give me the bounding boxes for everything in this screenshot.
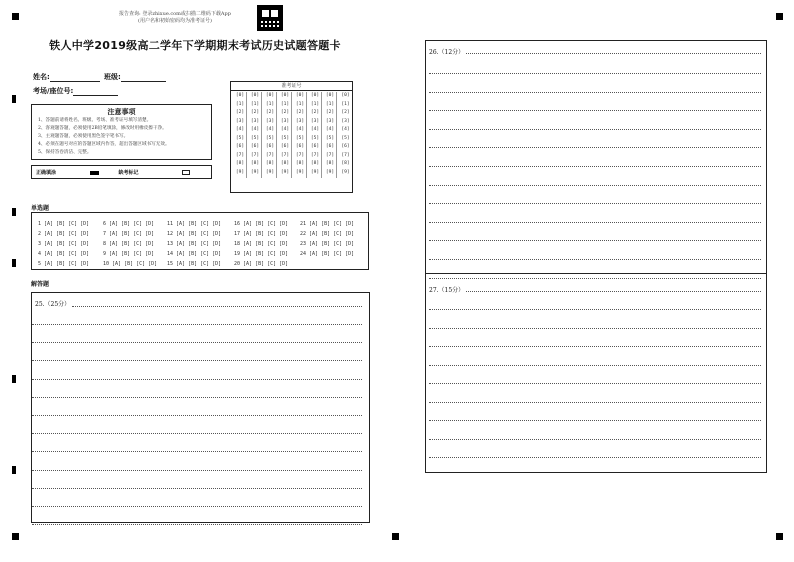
choice-row[interactable]: 23 [A] [B] [C] [D] [300,241,355,247]
answer-line [429,383,761,384]
exam-digit-bubble[interactable]: [7] [235,152,245,158]
answer-line [429,457,761,458]
exam-digit-bubble[interactable]: [9] [250,169,260,175]
side-mark [12,95,16,103]
exam-digit-bubble[interactable]: [5] [310,135,320,141]
exam-digit-bubble[interactable]: [2] [295,110,305,115]
exam-digit-bubble[interactable]: [9] [295,169,305,175]
choice-row[interactable]: 2 [A] [B] [C] [D] [38,231,90,237]
exam-digit-bubble[interactable]: [7] [295,152,305,158]
exam-digit-bubble[interactable]: [6] [295,144,305,149]
exam-digit-bubble[interactable]: [1] [310,101,320,107]
side-mark [12,259,16,267]
name-label: 姓名: [33,73,50,81]
room-seat-label: 考场/座位号: [33,87,74,95]
choice-row[interactable]: 4 [A] [B] [C] [D] [38,251,90,257]
exam-digit-bubble[interactable]: [0] [250,93,260,98]
exam-digit-bubble[interactable]: [0] [325,93,335,98]
exam-digit-bubble[interactable]: [3] [235,118,245,124]
choice-row[interactable]: 14 [A] [B] [C] [D] [167,251,222,257]
exam-digit-bubble[interactable]: [0] [341,93,350,98]
exam-digit-column [234,92,247,178]
choice-row[interactable]: 3 [A] [B] [C] [D] [38,241,90,247]
exam-digit-bubble[interactable]: [1] [325,101,335,107]
choice-row[interactable]: 9 [A] [B] [C] [D] [103,251,155,257]
exam-digit-column [309,92,322,178]
answer-line [32,506,362,507]
corner-mark-bottom-right [776,533,783,540]
exam-digit-bubble[interactable]: [9] [280,169,290,175]
exam-digit-bubble[interactable]: [1] [235,101,245,107]
notice-item: 3、主观题答题，必须使用黑色签字笔书写。 [38,134,129,139]
exam-digit-bubble[interactable]: [0] [235,93,245,98]
exam-digit-bubble[interactable]: [1] [280,101,290,107]
exam-digit-bubble[interactable]: [5] [295,135,305,141]
side-mark [12,208,16,216]
class-label: 班级: [104,73,121,81]
choice-row[interactable]: 7 [A] [B] [C] [D] [103,231,155,237]
answer-line [429,92,761,93]
choice-row[interactable]: 17 [A] [B] [C] [D] [234,231,289,237]
exam-digit-bubble[interactable]: [8] [341,161,350,166]
answer-line [429,259,761,260]
exam-digit-bubble[interactable]: [2] [250,110,260,115]
corner-mark-top-right [776,13,783,20]
exam-number-title: 准考证号 [231,82,352,91]
exam-digit-bubble[interactable]: [9] [235,169,245,175]
exam-digit-bubble[interactable]: [3] [250,118,260,124]
answer-line [32,360,362,361]
answer-line [429,110,761,111]
exam-digit-bubble[interactable]: [3] [295,118,305,124]
exam-digit-bubble[interactable]: [2] [325,110,335,115]
exam-digit-bubble[interactable]: [0] [280,93,290,98]
choice-row[interactable]: 13 [A] [B] [C] [D] [167,241,222,247]
answer-line [466,291,761,292]
choice-row[interactable]: 21 [A] [B] [C] [D] [300,221,355,227]
choice-row[interactable]: 16 [A] [B] [C] [D] [234,221,289,227]
exam-digit-bubble[interactable]: [3] [325,118,335,124]
choice-row[interactable]: 20 [A] [B] [C] [D] [234,261,289,267]
answer-line [32,415,362,416]
exam-digit-bubble[interactable]: [8] [280,161,290,166]
notice-title: 注意事项 [107,108,136,116]
exam-digit-bubble[interactable]: [6] [341,144,350,149]
fill-example-box [31,165,212,179]
qr-code-icon [257,5,283,31]
exam-digit-bubble[interactable]: [5] [341,135,350,141]
exam-digit-bubble[interactable]: [4] [325,127,335,132]
exam-digit-bubble[interactable]: [0] [310,93,320,98]
q27-label: 27.（15分） [429,287,465,294]
answer-line [429,203,761,204]
answer-section-label: 解答题 [31,281,50,288]
q27-answer-box[interactable] [425,273,767,473]
exam-digit-bubble[interactable]: [6] [325,144,335,149]
exam-digit-column [294,92,307,178]
answer-line [32,324,362,325]
exam-digit-column [264,92,277,178]
answer-line [429,147,761,148]
exam-number-grid [230,81,353,193]
exam-digit-bubble[interactable]: [8] [265,161,275,166]
exam-digit-bubble[interactable]: [8] [325,161,335,166]
exam-digit-column [249,92,262,178]
choice-row[interactable]: 18 [A] [B] [C] [D] [234,241,289,247]
exam-digit-bubble[interactable]: [1] [295,101,305,107]
notice-item: 4、必须在题号对应的答题区域内作答，超出答题区域书写无效。 [38,142,170,147]
choice-row[interactable]: 19 [A] [B] [C] [D] [234,251,289,257]
exam-digit-bubble[interactable]: [2] [280,110,290,115]
exam-digit-bubble[interactable]: [4] [341,127,350,132]
choice-row[interactable]: 10 [A] [B] [C] [D] [103,261,158,267]
notice-box [31,104,212,160]
corner-mark-bottom-mid [392,533,399,540]
notice-item: 2、客观题答题，必须使用2B铅笔填涂，修改时用橡皮擦干净。 [38,126,167,131]
answer-line [32,470,362,471]
choice-group-3 [167,219,221,269]
exam-digit-bubble[interactable]: [1] [265,101,275,107]
exam-digit-bubble[interactable]: [6] [310,144,320,149]
exam-digit-bubble[interactable]: [7] [310,152,320,158]
exam-digit-bubble[interactable]: [2] [235,110,245,115]
choice-group-2 [103,219,157,269]
exam-digit-bubble[interactable]: [4] [310,127,320,132]
answer-line [32,379,362,380]
answer-line [32,451,362,452]
correct-fill-label: 正确填涂 [36,170,57,176]
choice-row[interactable]: 6 [A] [B] [C] [D] [103,221,155,227]
exam-digit-bubble[interactable]: [9] [341,169,350,175]
side-mark [12,466,16,474]
exam-digit-bubble[interactable]: [6] [280,144,290,149]
answer-line [429,166,761,167]
exam-digit-bubble[interactable]: [8] [295,161,305,166]
answer-line [429,365,761,366]
exam-digit-bubble[interactable]: [5] [280,135,290,141]
q25-answer-box[interactable] [31,292,370,523]
exam-digit-bubble[interactable]: [7] [250,152,260,158]
exam-digit-bubble[interactable]: [7] [265,152,275,158]
exam-digit-column [339,92,352,178]
q25-label: 25.（25分） [35,301,71,308]
header-note-1: 报告查询: 登录zhixue.com或扫描二维码下载App [119,11,231,17]
answer-line [429,240,761,241]
exam-digit-bubble[interactable]: [2] [265,110,275,115]
answer-line [32,524,362,525]
answer-line [429,346,761,347]
exam-digit-bubble[interactable]: [9] [310,169,320,175]
header-note-2: (用户名和初始密码均为准考证号) [138,18,212,24]
exam-digit-bubble[interactable]: [8] [250,161,260,166]
choice-row[interactable]: 11 [A] [B] [C] [D] [167,221,222,227]
answer-line [429,328,761,329]
exam-digit-bubble[interactable]: [8] [235,161,245,166]
q26-label: 26.（12分） [429,49,465,56]
exam-digit-bubble[interactable]: [5] [235,135,245,141]
exam-digit-bubble[interactable]: [3] [280,118,290,124]
choice-row[interactable]: 8 [A] [B] [C] [D] [103,241,155,247]
absent-checkbox[interactable] [182,170,190,175]
notice-item: 5、保持答卷清洁、完整。 [38,150,92,155]
exam-digit-bubble[interactable]: [1] [341,101,350,107]
answer-line [32,488,362,489]
exam-digit-bubble[interactable]: [6] [235,144,245,149]
answer-line [429,420,761,421]
exam-digit-bubble[interactable]: [3] [265,118,275,124]
exam-digit-bubble[interactable]: [6] [250,144,260,149]
answer-line [32,433,362,434]
exam-digit-bubble[interactable]: [1] [250,101,260,107]
exam-digit-bubble[interactable]: [0] [265,93,275,98]
exam-digit-bubble[interactable]: [3] [341,118,350,124]
answer-line [429,309,761,310]
absent-mark-label: 缺考标记 [118,170,139,176]
choice-row[interactable]: 1 [A] [B] [C] [D] [38,221,90,227]
name-field[interactable] [33,72,100,82]
answer-line [32,397,362,398]
exam-digit-bubble[interactable]: [7] [325,152,335,158]
exam-digit-column [279,92,292,178]
exam-digit-bubble[interactable]: [7] [341,152,350,158]
exam-digit-bubble[interactable]: [0] [295,93,305,98]
exam-digit-bubble[interactable]: [4] [250,127,260,132]
exam-digit-bubble[interactable]: [5] [325,135,335,141]
answer-line [429,185,761,186]
answer-line [429,439,761,440]
answer-line [429,402,761,403]
answer-line [429,73,761,74]
single-choice-box [31,212,369,270]
answer-line [72,306,362,307]
single-choice-label: 单选题 [31,205,50,212]
exam-digit-bubble[interactable]: [5] [250,135,260,141]
room-seat-field[interactable] [33,86,118,96]
answer-line [429,129,761,130]
corner-mark-bottom-left [12,533,19,540]
exam-digit-bubble[interactable]: [4] [295,127,305,132]
answer-line [429,222,761,223]
exam-digit-bubble[interactable]: [6] [265,144,275,149]
q26-answer-box[interactable] [425,40,767,274]
answer-line [32,342,362,343]
choice-group-1 [38,219,89,269]
exam-digit-bubble[interactable]: [9] [265,169,275,175]
answer-line [466,53,761,54]
exam-digit-bubble[interactable]: [2] [341,110,350,115]
exam-digit-bubble[interactable]: [7] [280,152,290,158]
page-title: 铁人中学2019级高二学年下学期期末考试历史试题答题卡 [49,39,341,52]
choice-row[interactable]: 22 [A] [B] [C] [D] [300,231,355,237]
exam-digit-bubble[interactable]: [4] [280,127,290,132]
exam-digit-bubble[interactable]: [4] [235,127,245,132]
exam-digit-bubble[interactable]: [9] [325,169,335,175]
exam-digit-column [324,92,337,178]
exam-digit-bubble[interactable]: [2] [310,110,320,115]
choice-row[interactable]: 24 [A] [B] [C] [D] [300,251,355,257]
exam-digit-bubble[interactable]: [5] [265,135,275,141]
corner-mark-top-left [12,13,19,20]
exam-digit-bubble[interactable]: [8] [310,161,320,166]
side-mark [12,375,16,383]
class-field[interactable] [104,72,166,82]
filled-mark-icon [90,171,99,175]
choice-row[interactable]: 5 [A] [B] [C] [D] [38,261,90,267]
exam-digit-bubble[interactable]: [4] [265,127,275,132]
choice-row[interactable]: 12 [A] [B] [C] [D] [167,231,222,237]
choice-group-5 [300,219,354,259]
choice-group-4 [234,219,288,269]
exam-digit-bubble[interactable]: [3] [310,118,320,124]
notice-item: 1、答题前请将姓名、班级、考场、准考证号填写清楚。 [38,118,152,123]
choice-row[interactable]: 15 [A] [B] [C] [D] [167,261,222,267]
